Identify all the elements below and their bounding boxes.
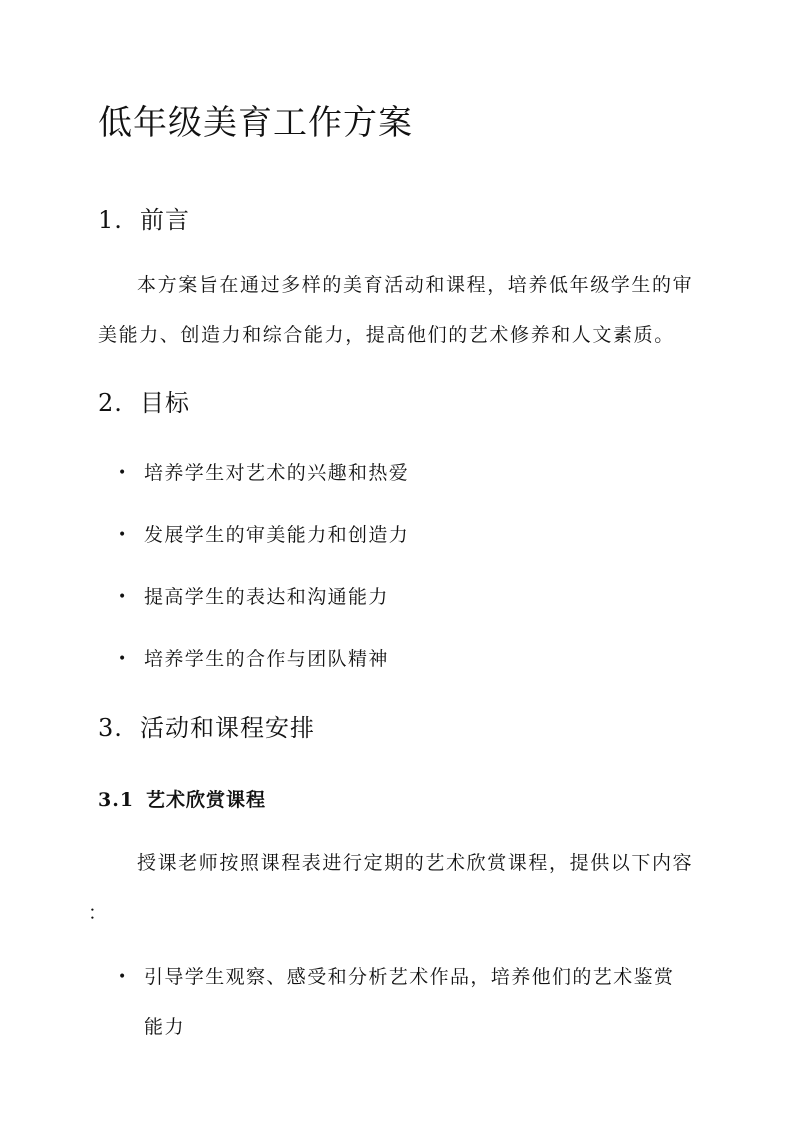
list-item-text: 引导学生观察、感受和分析艺术作品，培养他们的艺术鉴赏 xyxy=(144,966,675,988)
section-title: 目标 xyxy=(140,389,190,417)
section-heading-1 xyxy=(98,200,190,235)
document-title: 低年级美育工作方案 xyxy=(98,103,413,143)
paragraph-line: 美能力、创造力和综合能力，提高他们的艺术修养和人文素质。 xyxy=(98,324,675,346)
section-title: 活动和课程安排 xyxy=(140,714,315,742)
list-item xyxy=(118,644,389,671)
bullet-icon: • xyxy=(118,651,128,667)
list-item xyxy=(118,520,409,547)
list-item xyxy=(118,962,674,989)
list-item xyxy=(118,458,409,485)
subsection-heading-3-1 xyxy=(98,785,266,812)
bullet-icon: • xyxy=(118,589,128,605)
paragraph-line: 本方案旨在通过多样的美育活动和课程，培养低年级学生的审 xyxy=(137,274,694,296)
section-number: 1. xyxy=(98,206,123,234)
bullet-icon: • xyxy=(118,527,128,543)
subsection-title: 艺术欣赏课程 xyxy=(146,789,267,811)
subsection-number: 3.1 xyxy=(98,789,135,811)
bullet-icon: • xyxy=(118,969,128,985)
list-item-continuation: 能力 xyxy=(144,1016,186,1038)
section-title: 前言 xyxy=(140,206,190,234)
section-heading-3 xyxy=(98,708,315,743)
list-item-text: 培养学生对艺术的兴趣和热爱 xyxy=(144,462,410,484)
list-item-text: 培养学生的合作与团队精神 xyxy=(144,648,389,670)
paragraph-line: ： xyxy=(88,902,109,924)
section-heading-2 xyxy=(98,383,190,418)
section-number: 3. xyxy=(98,714,123,742)
bullet-icon: • xyxy=(118,465,128,481)
list-item-text: 发展学生的审美能力和创造力 xyxy=(144,524,410,546)
section-number: 2. xyxy=(98,389,123,417)
list-item-text: 提高学生的表达和沟通能力 xyxy=(144,586,389,608)
list-item xyxy=(118,582,389,609)
paragraph-line: 授课老师按照课程表进行定期的艺术欣赏课程，提供以下内容 xyxy=(137,852,694,874)
